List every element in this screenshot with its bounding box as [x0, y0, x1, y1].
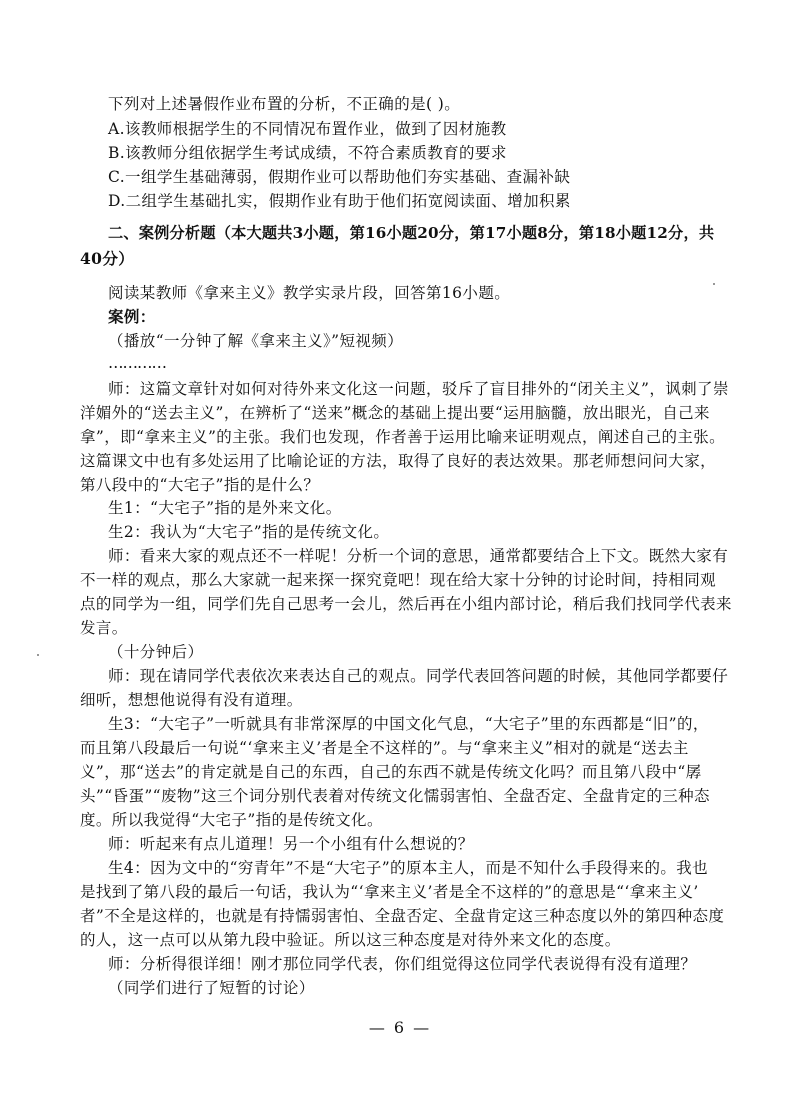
case-line: 而且第八段最后一句说“‘拿来主义’者是全不这样的”。与“拿来主义”相对的就是“送去主 — [80, 739, 689, 757]
option-label: D. — [108, 192, 126, 210]
option-label: A. — [108, 120, 125, 138]
case-line: 生2：我认为“大宅子”指的是传统文化。 — [108, 523, 390, 541]
case-line: 发言。 — [80, 619, 128, 637]
case-line: 生1：“大宅子”指的是外来文化。 — [108, 499, 342, 517]
case-line: 头”“昏蛋”“废物”这三个词分别代表着对传统文化懦弱害怕、全盘否定、全盘肯定的三种态 — [80, 787, 710, 805]
case-line: 这篇课文中也有多处运用了比喻论证的方法，取得了良好的表达效果。那老师想问问大家， — [80, 452, 717, 470]
case-line: （同学们进行了短暂的讨论） — [108, 979, 315, 997]
option-text: 该教师根据学生的不同情况布置作业，做到了因材施教 — [124, 120, 507, 138]
case-line: 不一样的观点，那么大家就一起来探一探究竟吧！现在给大家十分钟的讨论时间，持相同观 — [80, 571, 717, 589]
option-d — [108, 190, 571, 212]
case-line: （播放“一分钟了解《拿来主义》”短视频） — [108, 332, 404, 350]
case-line: 洋媚外的“送去主义”，在辨析了“送来”概念的基础上提出要“运用脑髓，放出眼光，自己来 — [80, 404, 710, 422]
case-line: 师：看来大家的观点还不一样呢！分析一个词的意思，通常都要结合上下文。既然大家有 — [108, 547, 729, 565]
case-line: 度。所以我觉得“大宅子”指的是传统文化。 — [80, 811, 383, 829]
section-heading-continued: 40分） — [80, 249, 135, 268]
option-text: 二组学生基础扎实，假期作业有助于他们拓宽阅读面、增加积累 — [125, 192, 571, 210]
reading-instruction: 阅读某教师《拿来主义》教学实录片段，回答第16小题。 — [108, 284, 511, 302]
option-b — [108, 142, 507, 164]
option-a — [108, 118, 507, 140]
case-line: 细听，想想他说得有没有道理。 — [80, 691, 303, 709]
case-line: 第八段中的“大宅子”指的是什么？ — [80, 476, 320, 494]
case-line: 师：这篇文章针对如何对待外来文化这一问题，驳斥了盲目排外的“闭关主义”，讽刺了崇 — [108, 380, 729, 398]
option-label: B. — [108, 144, 126, 162]
case-line: 的人，这一点可以从第九段中验证。所以这三种态度是对待外来文化的态度。 — [80, 931, 621, 949]
case-line: 师：分析得很详细！刚才那位同学代表，你们组觉得这位同学代表说得有没有道理？ — [108, 955, 697, 973]
case-line: 义”，那“送去”的肯定就是自己的东西，自己的东西不就是传统文化吗？而且第八段中“孱 — [80, 763, 702, 781]
case-line: 师：听起来有点儿道理！另一个小组有什么想说的？ — [108, 835, 474, 853]
scan-speck — [37, 654, 39, 656]
section-heading: 二、案例分析题（本大题共3小题，第16小题20分，第17小题8分，第18小题12分，共 — [108, 224, 715, 242]
case-line: 拿”，即“拿来主义”的主张。我们也发现，作者善于运用比喻来证明观点，阐述自己的主张。 — [80, 428, 726, 446]
case-line: 是找到了第八段的最后一句话，我认为“‘拿来主义’者是全不这样的”的意思是“‘拿来主义’ — [80, 883, 699, 901]
case-line: （十分钟后） — [108, 643, 204, 661]
option-c — [108, 166, 570, 188]
option-text: 一组学生基础薄弱，假期作业可以帮助他们夯实基础、查漏补缺 — [125, 168, 571, 186]
option-label: C. — [108, 168, 126, 186]
case-line: 师：现在请同学代表依次来表达自己的观点。同学代表回答问题的时候，其他同学都要仔 — [108, 667, 729, 685]
case-label: 案例： — [108, 307, 156, 326]
page-number: — 6 — — [368, 1018, 432, 1037]
option-text: 该教师分组依据学生考试成绩，不符合素质教育的要求 — [125, 144, 507, 162]
case-line: 生3：“大宅子”一听就具有非常深厚的中国文化气息，“大宅子”里的东西都是“旧”的， — [108, 715, 709, 733]
case-line: 点的同学为一组，同学们先自己思考一会儿，然后再在小组内部讨论，稍后我们找同学代表来 — [80, 595, 732, 613]
case-line: 生4：因为文中的“穷青年”不是“大宅子”的原本主人，而是不知什么手段得来的。我也 — [108, 859, 709, 877]
case-line: ………… — [108, 354, 166, 372]
question-stem: 下列对上述暑假作业布置的分析，不正确的是( )。 — [108, 95, 461, 113]
case-line: 者”不全是这样的，也就是有持懦弱害怕、全盘否定、全盘肯定这三种态度以外的第四种态度 — [80, 907, 725, 925]
scan-speck — [713, 283, 715, 285]
